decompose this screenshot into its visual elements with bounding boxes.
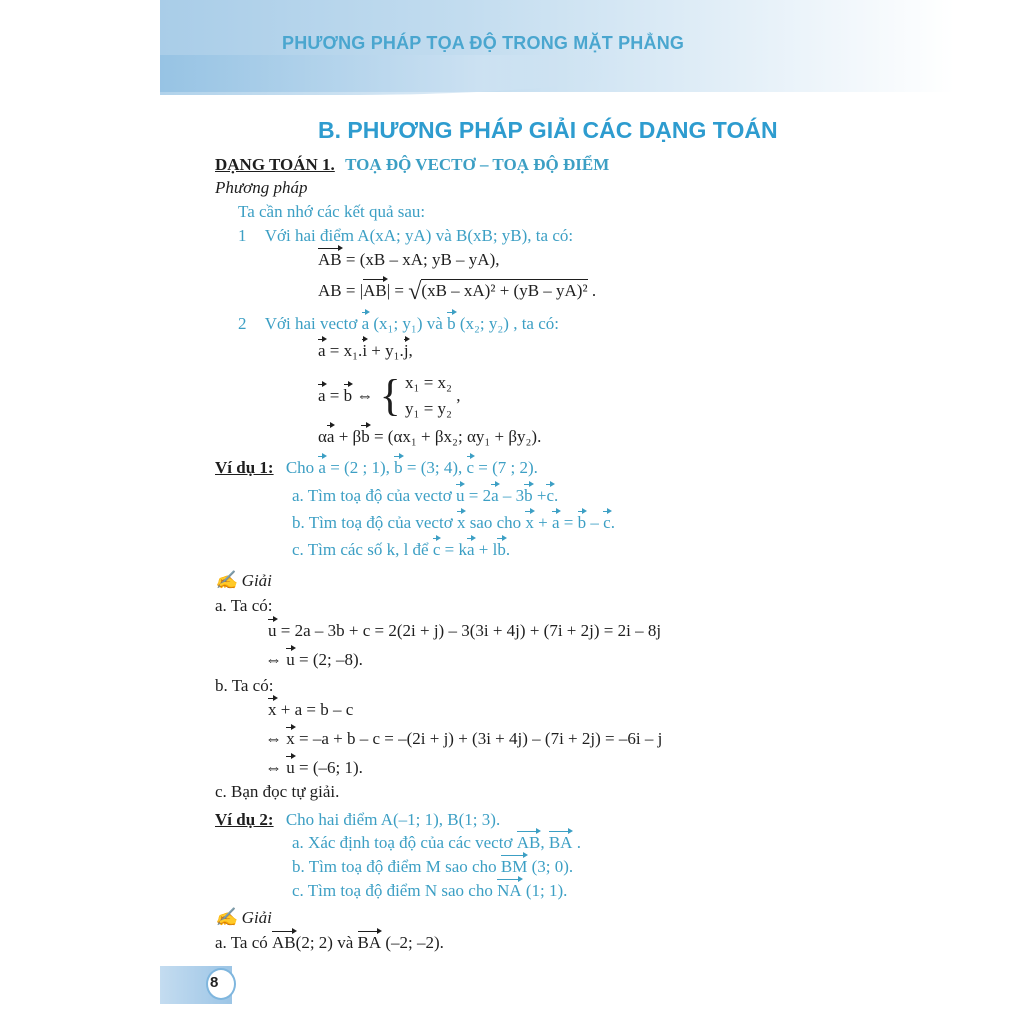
dang-toan-heading: [215, 155, 609, 175]
vector-u: u: [268, 621, 277, 640]
vector-c: c: [466, 458, 475, 477]
vidu2-qc-text: c. Tìm toạ độ điểm N sao cho: [292, 881, 493, 900]
vidu1-qb-f3: –: [590, 513, 599, 532]
vector-c: c: [603, 513, 611, 532]
vidu1-qc-end: .: [505, 540, 511, 559]
dang-toan-title: TOẠ ĐỘ VECTƠ – TOẠ ĐỘ ĐIỂM: [345, 155, 610, 174]
vector-b: b: [497, 540, 506, 559]
sol1-b-line1-text: + a = b – c: [280, 700, 354, 719]
vidu1-qb-end: .: [610, 513, 615, 532]
sol1-b-line3: [265, 758, 363, 778]
sol1-b-label: b. Ta có:: [215, 676, 274, 695]
item2-f3c: = (αx₁ + βx₂; αy₁ + βy₂).: [373, 427, 542, 446]
vector-bm: BM: [500, 857, 528, 876]
sol1-a-label: a. Ta có:: [215, 596, 273, 615]
vidu2-question-c: [292, 881, 567, 901]
vector-c: c: [432, 540, 441, 559]
vidu1-stmt: Cho: [285, 458, 315, 477]
system-comma: ,: [456, 386, 461, 405]
vidu2-statement: [215, 810, 500, 830]
sqrt-sign: √: [408, 279, 422, 305]
iff-symbol: ⇔: [265, 758, 282, 777]
item1-num: 1: [238, 226, 247, 245]
vector-x: x: [268, 700, 277, 719]
sqrt-radicand: (xB – xA)² + (yB – yA)²: [421, 281, 588, 300]
dang-toan-label: DẠNG TOÁN 1.: [215, 155, 335, 174]
vidu2-question-a: a. Xác định toạ độ của các vectơ AB, BA .: [292, 833, 581, 852]
iff-symbol: ⇔: [356, 386, 374, 405]
vector-ab: AB: [318, 250, 342, 269]
vidu1-qb-text: b. Tìm toạ độ của vectơ: [292, 513, 453, 532]
vidu2-question-b: [292, 857, 573, 877]
pen-writing-icon: ✍: [215, 907, 238, 927]
vector-u: u: [286, 758, 295, 777]
item1-formula2: [318, 279, 596, 306]
vidu2-label: Ví dụ 2:: [215, 810, 274, 829]
pen-writing-icon: ✍: [215, 570, 238, 590]
sol2-a-label: a. Ta có: [215, 933, 268, 952]
system-equations: [405, 370, 452, 422]
vector-u: u: [455, 486, 465, 505]
item2-text: Với hai vectơ: [264, 314, 358, 333]
phuong-phap-label: Phương pháp: [215, 178, 308, 197]
header-title: PHƯƠNG PHÁP TỌA ĐỘ TRONG MẶT PHẲNG: [282, 33, 685, 53]
item2-f1c: ,: [408, 341, 413, 360]
vector-u: u: [286, 650, 295, 669]
sol1-a-line1: [268, 621, 661, 641]
vector-a: a: [318, 458, 326, 477]
vector-x: x: [456, 513, 466, 532]
item2-formula2: [318, 370, 460, 422]
vector-b: b: [447, 314, 456, 333]
vector-na: NA: [497, 881, 522, 900]
item2-eq: =: [329, 386, 340, 405]
vector-x: x: [525, 513, 534, 532]
vector-a: a: [552, 513, 560, 532]
giai-label: Giải: [241, 908, 272, 927]
item2-formula1: [318, 341, 413, 361]
vector-b: b: [343, 386, 353, 405]
item2-f3: α: [318, 427, 327, 446]
vidu2-qc-end: (1; 1).: [525, 881, 568, 900]
item1-formula2-end: .: [591, 281, 597, 300]
vidu1-qc-f: = k: [444, 540, 467, 559]
page-number: 8: [210, 974, 219, 991]
vector-x: x: [286, 729, 295, 748]
item2-f1: = x₁.: [329, 341, 363, 360]
item2-line: [238, 314, 559, 334]
vector-b: b: [361, 427, 370, 446]
sol2-v1-coords: (2; 2) và: [295, 933, 354, 952]
sol1-b-line2: [265, 729, 662, 749]
sol1-a-line1-text: = 2a – 3b + c = 2(2i + j) – 3(3i + 4j) + (7i + 2j) = 2i – 8j: [280, 621, 662, 640]
vidu1-a: = (2 ; 1),: [330, 458, 390, 477]
section-title: B. PHƯƠNG PHÁP GIẢI CÁC DẠNG TOÁN: [318, 117, 778, 143]
item1-formula2-prefix: AB = |: [318, 281, 364, 300]
vector-a: a: [326, 427, 335, 446]
item2-formula3: [318, 427, 541, 447]
vector-i: i: [362, 341, 368, 360]
vidu1-question-a: [292, 486, 558, 506]
vidu2-stmt: Cho hai điểm A(–1; 1), B(1; 3).: [285, 810, 501, 829]
vidu1-qa-f3: +: [536, 486, 547, 505]
system-eq2: y₁ = y₂: [405, 399, 452, 418]
vidu1-qb-f: +: [538, 513, 548, 532]
iff-symbol: ⇔: [265, 650, 282, 669]
item2-a-coords: (x₁; y₁) và: [373, 314, 443, 333]
giai-label: Giải: [241, 571, 272, 590]
vector-a: a: [491, 486, 499, 505]
sol1-b-line1: [268, 700, 353, 720]
vidu2-qb-end: (3; 0).: [531, 857, 574, 876]
item2-f3b: + β: [338, 427, 362, 446]
vidu1-qa-end: .: [554, 486, 559, 505]
item1-formula1-text: = (xB – xA; yB – yA),: [345, 250, 500, 269]
vidu1-qb-mid: sao cho: [469, 513, 522, 532]
item1-text: Với hai điểm A(xA; yA) và B(xB; yB), ta có:: [264, 226, 574, 245]
vector-ab-abs: AB: [363, 281, 387, 300]
vector-b: b: [577, 513, 587, 532]
vidu1-qa-text: a. Tìm toạ độ của vectơ: [292, 486, 452, 505]
vidu1-qc-f2: + l: [478, 540, 498, 559]
system-brace: {: [379, 371, 401, 420]
item2-f1b: + y₁.: [371, 341, 404, 360]
vidu1-statement: [215, 458, 538, 478]
vidu1-label: Ví dụ 1:: [215, 458, 274, 477]
iff-symbol: ⇔: [265, 729, 282, 748]
vidu1-b: = (3; 4),: [406, 458, 463, 477]
intro-text: Ta cần nhớ các kết quả sau:: [238, 202, 426, 221]
vector-b: b: [524, 486, 533, 505]
item1-formula2-mid: | =: [386, 281, 404, 300]
vidu1-qa-f2: – 3: [502, 486, 525, 505]
sol1-a-line2: [265, 650, 363, 670]
vector-ab: AB: [272, 933, 296, 952]
sol1-b-line3-text: = (–6; 1).: [299, 758, 363, 777]
system-eq1: x₁ = x₂: [405, 373, 452, 392]
vidu1-qc-text: c. Tìm các số k, l để: [292, 540, 429, 559]
vector-ab: AB: [516, 833, 541, 852]
giai-heading-2: [215, 907, 272, 928]
item1-formula1: [318, 250, 500, 270]
vector-ba: BA: [357, 933, 382, 952]
vidu1-qa-f: = 2: [468, 486, 492, 505]
vector-c: c: [546, 486, 555, 505]
sol1-b-line2-text: = –a + b – c = –(2i + j) + (3i + 4j) – (7i + 2j) = –6i – j: [299, 729, 663, 748]
vidu1-question-b: [292, 513, 615, 533]
vector-ba: BA: [548, 833, 573, 852]
sol1-c-line: c. Bạn đọc tự giải.: [215, 782, 340, 801]
sol1-a-line2-text: = (2; –8).: [299, 650, 363, 669]
vidu1-qb-f2: =: [563, 513, 574, 532]
vector-a: a: [466, 540, 475, 559]
vector-a: a: [361, 314, 370, 333]
item2-num: 2: [238, 314, 247, 333]
vidu1-c: = (7 ; 2).: [478, 458, 538, 477]
vidu2-qa-text: a. Xác định toạ độ của các vectơ: [292, 833, 513, 852]
vector-a: a: [318, 386, 326, 405]
item2-b-coords: (x₂; y₂) , ta có:: [459, 314, 559, 333]
vector-j: j: [403, 341, 409, 360]
vector-b: b: [394, 458, 403, 477]
giai-heading: [215, 570, 272, 591]
vector-a: a: [318, 341, 326, 360]
sol2-a-line: [215, 933, 444, 953]
sol2-v2-coords: (–2; –2).: [385, 933, 444, 952]
vidu2-qb-text: b. Tìm toạ độ điểm M sao cho: [292, 857, 497, 876]
vidu1-question-c: [292, 540, 510, 560]
vidu1-text: [286, 458, 538, 477]
item1-line: [238, 226, 573, 246]
